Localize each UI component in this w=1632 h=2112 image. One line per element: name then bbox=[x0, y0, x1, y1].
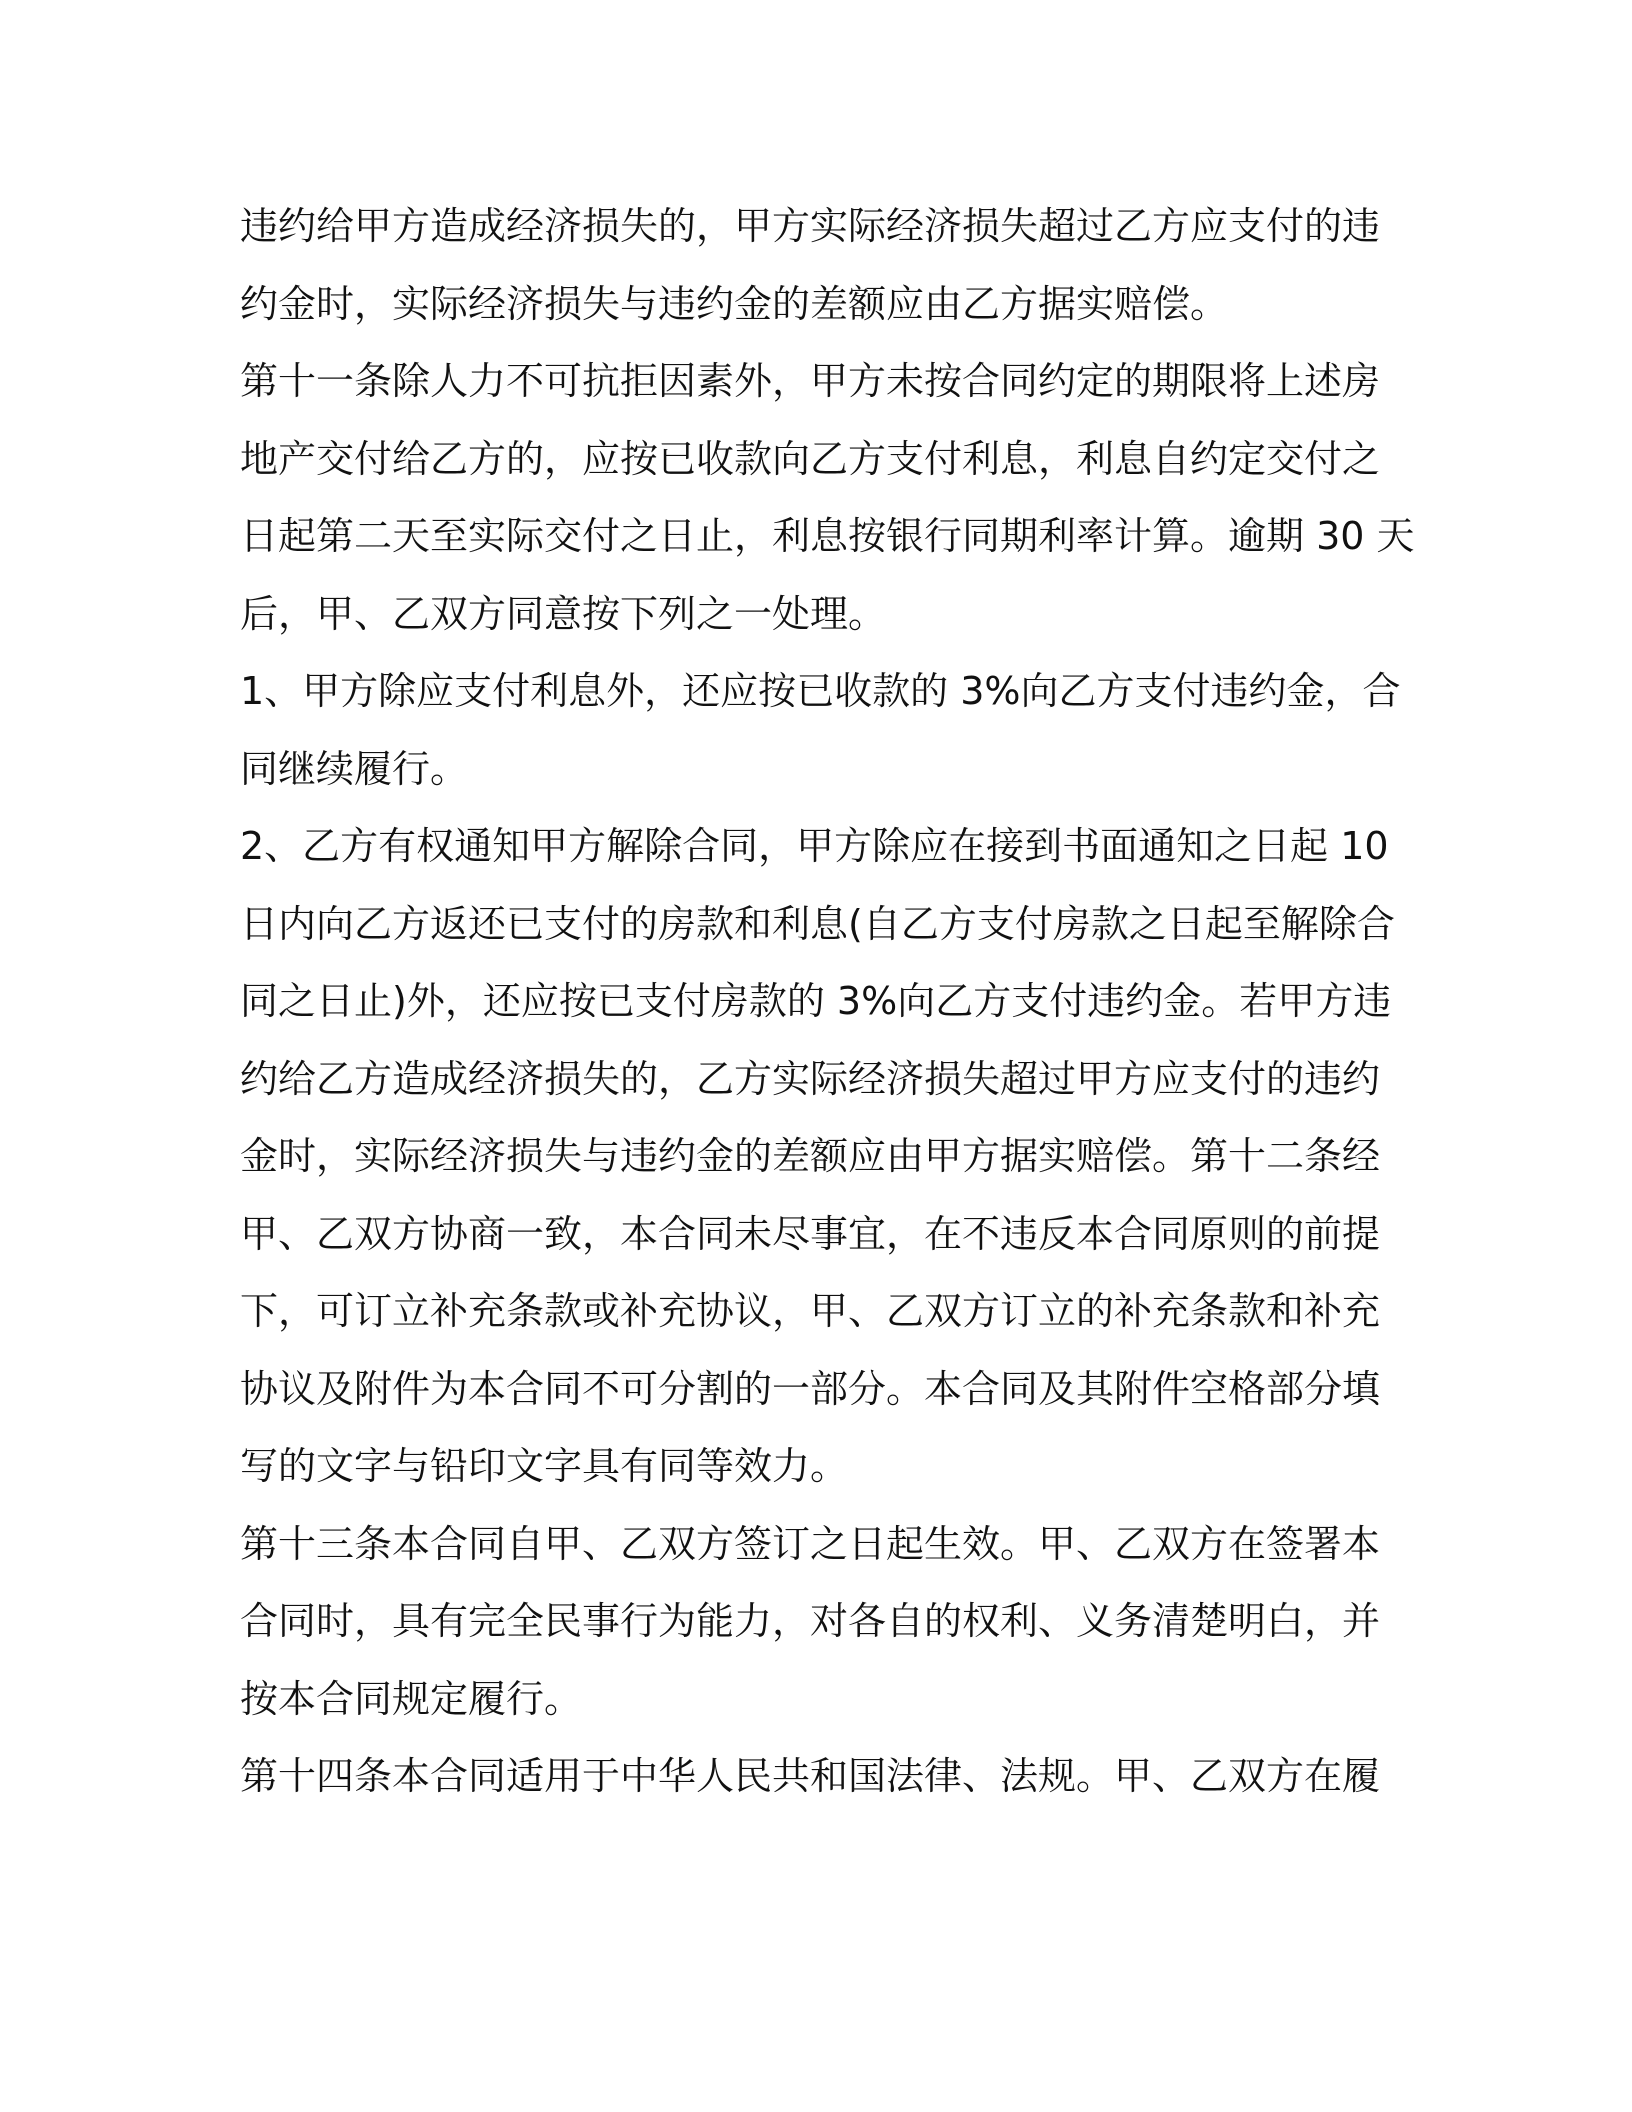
text-line: 约金时，实际经济损失与违约金的差额应由乙方据实赔偿。 bbox=[240, 281, 1229, 326]
text-line: 后，甲、乙双方同意按下列之一处理。 bbox=[240, 591, 887, 636]
text-line: 同之日止)外，还应按已支付房款的 3%向乙方支付违约金。若甲方违 bbox=[240, 979, 1392, 1023]
text-line: 按本合同规定履行。 bbox=[240, 1676, 583, 1721]
text-line: 违约给甲方造成经济损失的，甲方实际经济损失超过乙方应支付的违 bbox=[240, 204, 1381, 248]
text-line: 日内向乙方返还已支付的房款和利息(自乙方支付房款之日起至解除合 bbox=[240, 901, 1395, 946]
text-line: 2、乙方有权通知甲方解除合同，甲方除应在接到书面通知之日起 10 bbox=[240, 824, 1389, 868]
text-line: 日起第二天至实际交付之日止，利息按银行同期利率计算。逾期 30 天 bbox=[240, 514, 1415, 558]
text-line: 甲、乙双方协商一致，本合同未尽事宜，在不违反本合同原则的前提 bbox=[240, 1211, 1381, 1256]
text-line: 第十一条除人力不可抗拒因素外，甲方未按合同约定的期限将上述房 bbox=[240, 359, 1381, 403]
text-line: 第十三条本合同自甲、乙双方签订之日起生效。甲、乙双方在签署本 bbox=[240, 1521, 1381, 1566]
text-line: 合同时，具有完全民事行为能力，对各自的权利、义务清楚明白，并 bbox=[240, 1599, 1381, 1643]
contract-text-body bbox=[240, 188, 1415, 1816]
text-line: 约给乙方造成经济损失的，乙方实际经济损失超过甲方应支付的违约 bbox=[240, 1056, 1381, 1101]
text-line: 金时，实际经济损失与违约金的差额应由甲方据实赔偿。第十二条经 bbox=[240, 1134, 1381, 1178]
text-line: 同继续履行。 bbox=[240, 746, 469, 791]
text-line: 第十四条本合同适用于中华人民共和国法律、法规。甲、乙双方在履 bbox=[240, 1754, 1381, 1798]
text-line: 地产交付给乙方的，应按已收款向乙方支付利息，利息自约定交付之 bbox=[240, 436, 1381, 481]
text-line: 1、甲方除应支付利息外，还应按已收款的 3%向乙方支付违约金，合 bbox=[240, 669, 1401, 713]
text-line: 写的文字与铅印文字具有同等效力。 bbox=[240, 1444, 849, 1488]
text-line: 下，可订立补充条款或补充协议，甲、乙双方订立的补充条款和补充 bbox=[240, 1289, 1381, 1333]
text-line: 协议及附件为本合同不可分割的一部分。本合同及其附件空格部分填 bbox=[240, 1366, 1381, 1411]
